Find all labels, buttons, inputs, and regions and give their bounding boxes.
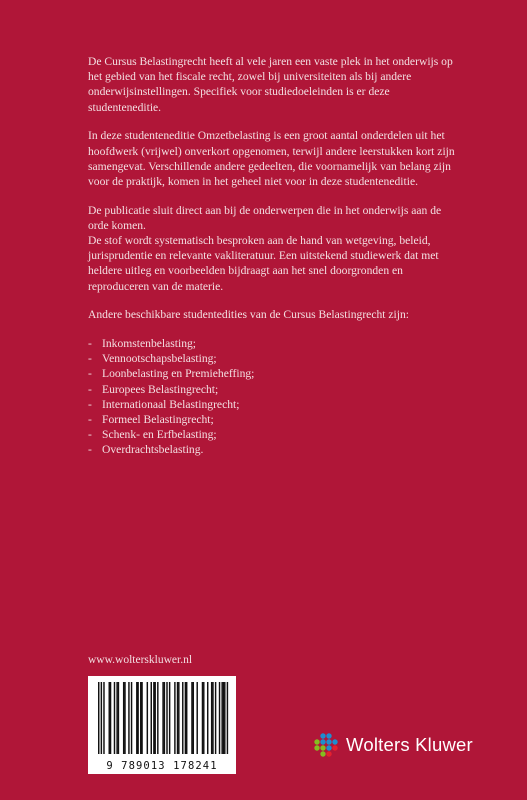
wolters-kluwer-globe-icon <box>313 732 339 758</box>
list-item: - Inkomstenbelasting; <box>88 337 197 351</box>
list-item: - Schenk- en Erfbelasting; <box>88 428 217 442</box>
publisher-logo <box>313 731 473 759</box>
isbn-digits: 9 789013 178241 <box>106 760 218 772</box>
edition-paragraph: In deze studenteneditie Omzetbelasting is een groot aantal onderdelen uit het hoofdwerk (vrijwel) onverkort opgenomen, terwijl andere leerstukken kort zijn samengevat. Verschillende andere gedeelten, die voornamelijk van belang zijn voor de praktijk, komen in het geheel niet voor in deze studenteneditie. <box>88 129 455 188</box>
list-item: - Europees Belastingrecht; <box>88 382 219 396</box>
list-item: - Formeel Belastingrecht; <box>88 413 214 427</box>
isbn-barcode <box>88 676 236 774</box>
website-link[interactable]: www.wolterskluwer.nl <box>88 654 193 666</box>
list-item: - Vennootschapsbelasting; <box>88 352 217 366</box>
publication-paragraph: De publicatie sluit direct aan bij de onderwerpen die in het onderwijs aan de orde komen. <box>88 203 442 232</box>
barcode-bars <box>88 676 236 758</box>
intro-paragraph: De Cursus Belastingrecht heeft al vele jaren een vaste plek in het onderwijs op het gebied van het fiscale recht, zowel bij universiteiten als bij andere onderwijsinstellingen. Specifiek voor studiedoeleinden is er deze studenteneditie. <box>88 55 453 114</box>
publisher-name: Wolters Kluwer <box>346 734 473 755</box>
back-cover-text <box>88 54 460 458</box>
method-paragraph: De stof wordt systematisch besproken aan de hand van wetgeving, beleid, jurisprudentie en relevante vakliteratuur. Een uitstekend studiewerk dat met heldere uitleg en voorbeelden bijdraagt aan het snel doorgronden en reproduceren van de materie. <box>88 234 439 293</box>
list-item: - Internationaal Belastingrecht; <box>88 397 240 411</box>
list-item: - Loonbelasting en Premieheffing; <box>88 367 255 381</box>
list-item: - Overdrachtsbelasting. <box>88 443 204 457</box>
editions-list <box>88 336 460 458</box>
other-editions-heading: Andere beschikbare studentedities van de Cursus Belastingrecht zijn: <box>88 308 409 322</box>
